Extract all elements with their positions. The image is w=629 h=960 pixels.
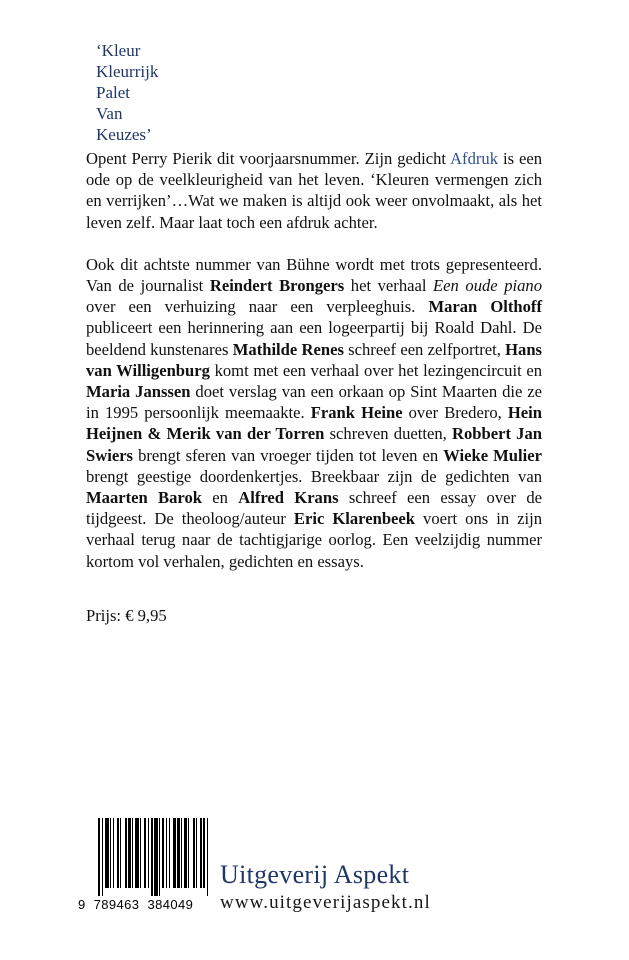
contributor-name: Reindert Brongers <box>209 276 345 296</box>
poem-title-reference: Afdruk <box>450 149 499 168</box>
barcode-block <box>78 818 214 912</box>
barcode-bar <box>148 818 149 888</box>
poem-block <box>96 40 396 145</box>
barcode-bar <box>125 818 127 888</box>
contributor-name: Hans van Willigenburg <box>86 339 542 380</box>
intro-paragraph <box>86 148 542 233</box>
blurb-text <box>86 148 542 572</box>
barcode-image <box>98 818 210 896</box>
barcode-bar <box>140 818 141 888</box>
poem-line-2: Kleurrijk <box>96 62 159 81</box>
barcode-bar <box>207 818 208 896</box>
contributor-name: Alfred Krans <box>238 488 339 508</box>
barcode-bar <box>151 818 153 896</box>
barcode-bar <box>110 818 111 888</box>
barcode-bar <box>203 818 205 888</box>
barcode-bar <box>162 818 164 888</box>
barcode-bar <box>132 818 133 888</box>
barcode-bar <box>169 818 170 888</box>
barcode-bar <box>159 818 160 896</box>
body-text-run: Ook dit achtste nummer van Bühne wordt met trots gepresenteerd. Van de journalist <box>86 254 542 296</box>
barcode-bar <box>177 818 179 888</box>
contributor-name: Maarten Barok <box>86 488 202 508</box>
body-text-run: brengt sferen van vroeger tijden tot leven en <box>133 445 444 465</box>
publisher-url: www.uitgeverijaspekt.nl <box>220 892 431 913</box>
barcode-bar <box>154 818 158 896</box>
contributor-name: Maria Janssen <box>86 382 191 402</box>
body-text-run: over een verhuizing naar een verpleeghuis. <box>86 297 429 317</box>
barcode-digits: 9 789463 384049 <box>78 897 194 912</box>
publisher-block <box>220 860 431 916</box>
intro-text-after: is een ode op de veelkleurigheid van het leven. ‘Kleuren vermengen zich en verrijken’…Wat we maken is altijd ook weer onvolmaakt, als het leven zelf. Maar laat toch een afdruk achter. <box>86 149 542 232</box>
contributor-name: Robbert Jan Swiers <box>86 424 543 465</box>
contributor-name: Mathilde Renes <box>232 339 344 359</box>
contributor-name: Hein Heijnen & Merik van der Torren <box>86 403 542 444</box>
publisher-name: Uitgeverij Aspekt <box>220 860 410 889</box>
barcode-bar <box>128 818 130 888</box>
barcode-bar <box>135 818 139 888</box>
body-text-run: voert ons in zijn verhaal terug naar de tachtigjarige oorlog. Een veelzijdig nummer kortom vol verhalen, gedichten en essays. <box>86 509 543 571</box>
barcode-bar <box>193 818 195 888</box>
barcode-bar <box>105 818 109 888</box>
intro-text-before: Opent Perry Pierik dit voorjaarsnummer. Zijn gedicht <box>86 149 451 168</box>
price-label: Prijs: € 9,95 <box>86 606 167 625</box>
contributor-name: Wieke Mulier <box>443 445 542 465</box>
barcode-bar <box>200 818 202 888</box>
barcode-bar <box>181 818 182 888</box>
body-text-run: brengt geestige doordenkertjes. Breekbaar zijn de gedichten van <box>86 466 542 486</box>
barcode-bar <box>102 818 103 896</box>
barcode-bar <box>117 818 119 888</box>
poem-line-3: Palet <box>96 83 130 102</box>
barcode-bar <box>113 818 114 888</box>
contributor-name: Frank Heine <box>310 403 403 423</box>
barcode-bar <box>196 818 197 888</box>
body-text-run: schreef een essay over de tijdgeest. De theoloog/auteur <box>86 488 542 529</box>
barcode-bar <box>144 818 146 888</box>
poem-line-5: Keuzes’ <box>96 125 152 144</box>
barcode-bar <box>98 818 100 896</box>
work-title: Een oude piano <box>433 276 543 296</box>
barcode-bar <box>120 818 121 888</box>
body-text-run: het verhaal <box>344 276 434 296</box>
body-text-run: komt met een verhaal over het lezingencircuit en <box>209 360 542 380</box>
barcode-bar <box>184 818 186 888</box>
contributors-paragraph <box>86 254 542 572</box>
barcode-bar <box>166 818 167 888</box>
body-text-run: doet verslag van een orkaan op Sint Maarten die ze in 1995 persoonlijk meemaakte. <box>86 382 542 423</box>
body-text-run: over Bredero, <box>402 403 508 423</box>
poem-line-1: ‘Kleur <box>96 41 141 60</box>
body-text-run: publiceert een herinnering aan een logeerpartij bij Roald Dahl. De beeldend kunstenares <box>86 318 542 359</box>
body-text-run: schreef een zelfportret, <box>343 339 506 359</box>
poem-line-4: Van <box>96 104 123 123</box>
contributor-name: Eric Klarenbeek <box>293 509 416 529</box>
body-text-run: schreven duetten, <box>324 424 452 444</box>
body-text-run: en <box>201 488 239 508</box>
barcode-bar <box>173 818 177 888</box>
contributor-name: Maran Olthoff <box>428 297 542 317</box>
barcode-bar <box>188 818 189 888</box>
